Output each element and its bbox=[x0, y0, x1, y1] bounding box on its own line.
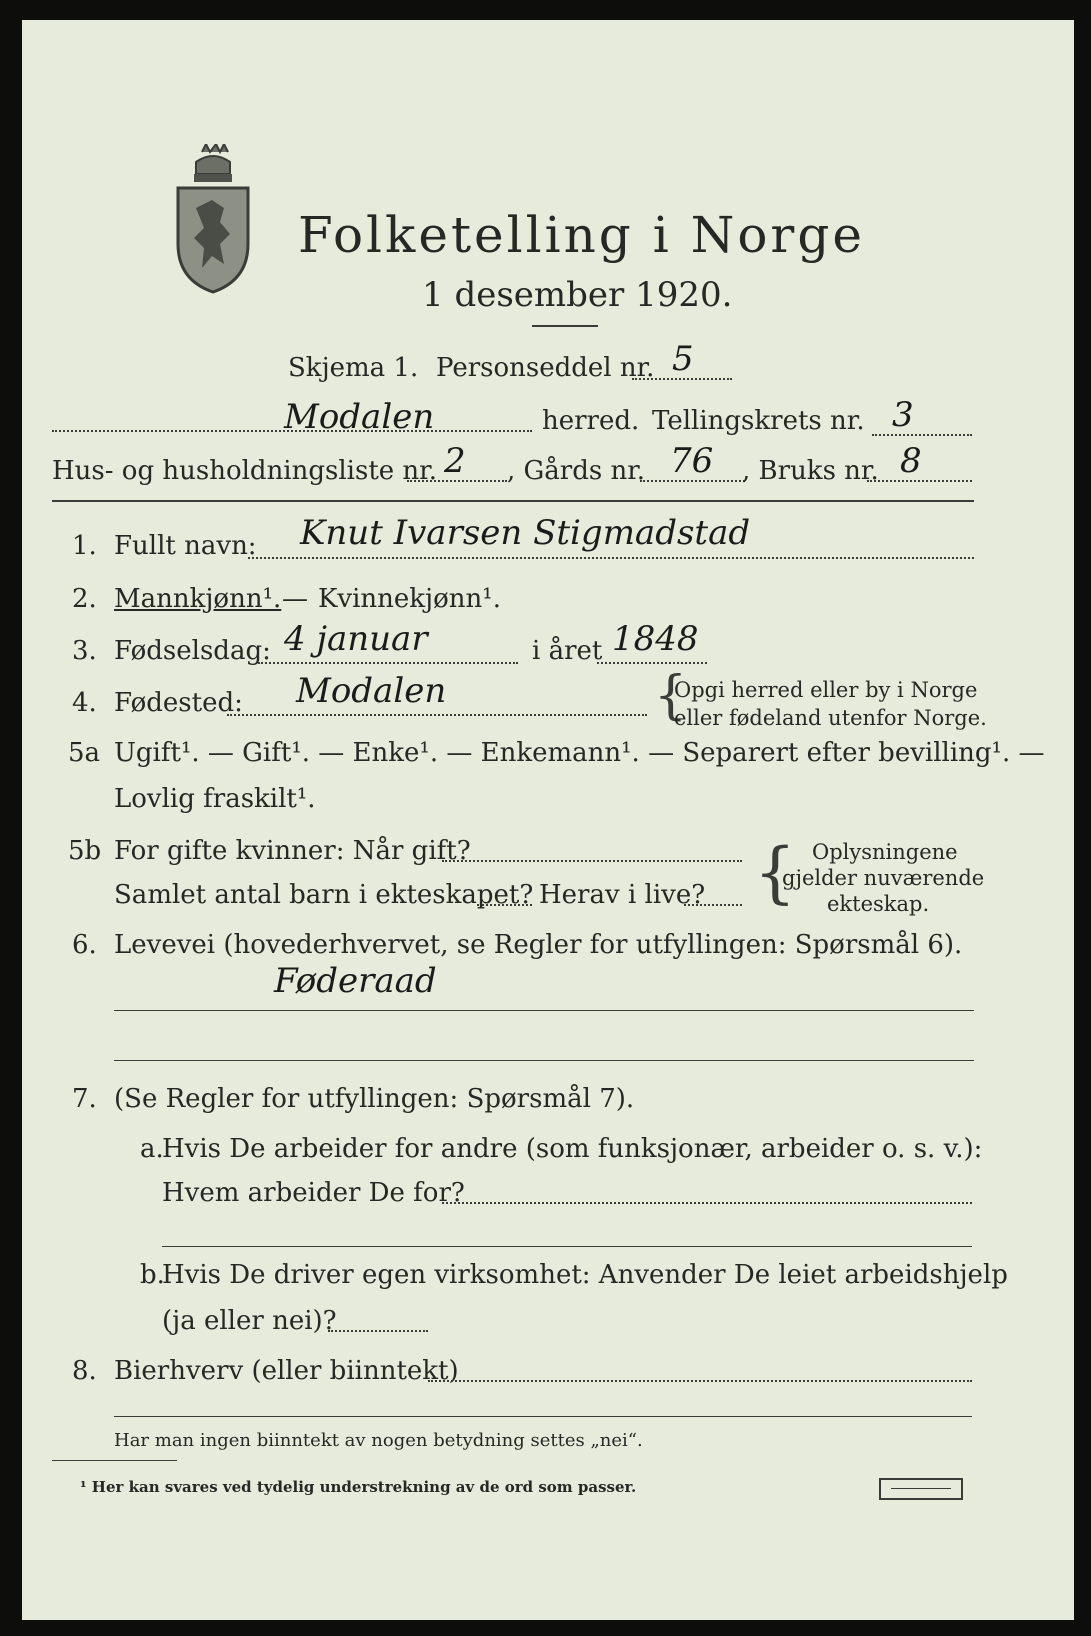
full-name-line bbox=[248, 557, 974, 559]
husholdning-value[interactable]: 2 bbox=[444, 441, 466, 481]
q7a-number: a. bbox=[140, 1134, 164, 1164]
personseddel-line bbox=[632, 378, 732, 380]
q5b-note-line-2: gjelder nuværende bbox=[782, 866, 985, 890]
coat-of-arms-icon bbox=[172, 144, 254, 294]
husholdning-line bbox=[407, 480, 507, 482]
q7-label: (Se Regler for utfyllingen: Spørsmål 7). bbox=[114, 1084, 635, 1114]
birthplace-value[interactable]: Modalen bbox=[296, 671, 447, 711]
birth-date-line bbox=[258, 662, 518, 664]
q5b-note-line-1: Oplysningene bbox=[812, 840, 958, 864]
tellingskrets-label: Tellingskrets nr. bbox=[652, 406, 865, 436]
bruks-value[interactable]: 8 bbox=[900, 441, 922, 481]
q1-number: 1. bbox=[72, 531, 97, 561]
q7-number: 7. bbox=[72, 1084, 97, 1114]
employer-line-2 bbox=[162, 1246, 972, 1247]
q3-number: 3. bbox=[72, 636, 97, 666]
gards-value[interactable]: 76 bbox=[670, 441, 714, 481]
q6-number: 6. bbox=[72, 930, 97, 960]
hired-help-line bbox=[328, 1330, 428, 1332]
gards-label: , Gårds nr. bbox=[507, 456, 646, 486]
marital-status-options[interactable]: Ugift¹. — Gift¹. — Enke¹. — Enkemann¹. — Separert efter bevilling¹. — bbox=[114, 738, 1045, 768]
printer-stamp-line bbox=[891, 1488, 951, 1489]
herred-value[interactable]: Modalen bbox=[284, 397, 435, 437]
bruks-label: , Bruks nr. bbox=[742, 456, 879, 486]
personseddel-label: Personseddel nr. bbox=[436, 353, 655, 383]
q7b-number: b. bbox=[140, 1260, 165, 1290]
q3-label: Fødselsdag: bbox=[114, 636, 271, 666]
q7a-label: Hvis De arbeider for andre (som funksjonær, arbeider o. s. v.): bbox=[162, 1134, 983, 1164]
footnote: ¹ Her kan svares ved tydelig understrekning av de ord som passer. bbox=[80, 1478, 637, 1496]
census-form bbox=[22, 20, 1074, 1620]
children-alive-line bbox=[684, 904, 742, 906]
q4-note-line-2: eller fødeland utenfor Norge. bbox=[674, 706, 987, 730]
q4-label: Fødested: bbox=[114, 688, 243, 718]
sex-male-option[interactable]: Mannkjønn¹. bbox=[114, 584, 282, 614]
side-income-line-2 bbox=[114, 1416, 972, 1417]
q1-label: Fullt navn: bbox=[114, 531, 257, 561]
herred-label: herred. bbox=[542, 406, 640, 436]
married-when-line bbox=[442, 860, 742, 862]
q8-note: Har man ingen biinntekt av nogen betydning settes „nei“. bbox=[114, 1430, 643, 1451]
birth-year-line bbox=[597, 662, 707, 664]
personseddel-value[interactable]: 5 bbox=[672, 339, 694, 379]
tellingskrets-value[interactable]: 3 bbox=[892, 395, 914, 435]
q6-label: Levevei (hovederhvervet, se Regler for utfyllingen: Spørsmål 6). bbox=[114, 930, 963, 960]
q5b-label: For gifte kvinner: Når gift? bbox=[114, 836, 471, 866]
q5b-children-label: Samlet antal barn i ekteskapet? bbox=[114, 880, 534, 910]
full-name-value[interactable]: Knut Ivarsen Stigmadstad bbox=[300, 513, 751, 553]
occupation-line-1 bbox=[114, 1010, 974, 1011]
q4-note-line-1: Opgi herred eller by i Norge bbox=[674, 678, 978, 702]
q4-note-brace: { bbox=[654, 666, 688, 726]
footnote-divider bbox=[52, 1460, 177, 1461]
gards-line bbox=[640, 480, 745, 482]
q5b-note-line-3: ekteskap. bbox=[827, 892, 930, 916]
q2-separator: — bbox=[282, 584, 308, 614]
q8-label: Bierhverv (eller biinntekt) bbox=[114, 1356, 459, 1386]
occupation-value[interactable]: Føderaad bbox=[274, 961, 437, 1001]
tellingskrets-line bbox=[872, 434, 972, 436]
occupation-line-2 bbox=[114, 1060, 974, 1061]
bruks-line bbox=[867, 480, 972, 482]
side-income-line bbox=[428, 1380, 972, 1382]
herred-line bbox=[52, 430, 532, 432]
sex-female-option[interactable]: Kvinnekjønn¹. bbox=[318, 584, 501, 614]
q5b-number: 5b bbox=[68, 836, 102, 866]
marital-status-options-2[interactable]: Lovlig fraskilt¹. bbox=[114, 784, 316, 814]
birthplace-line bbox=[227, 714, 647, 716]
census-date: 1 desember 1920. bbox=[422, 275, 733, 315]
q8-number: 8. bbox=[72, 1356, 97, 1386]
q7a-employer-label: Hvem arbeider De for? bbox=[162, 1178, 465, 1208]
birth-date-value[interactable]: 4 januar bbox=[284, 619, 428, 659]
form-title: Folketelling i Norge bbox=[298, 206, 865, 264]
birth-year-value[interactable]: 1848 bbox=[612, 619, 699, 659]
header-divider bbox=[52, 500, 974, 502]
printer-stamp bbox=[879, 1478, 963, 1500]
q4-number: 4. bbox=[72, 688, 97, 718]
q7b-hired-help-label: (ja eller nei)? bbox=[162, 1306, 337, 1336]
q5b-note-brace: { bbox=[754, 834, 796, 911]
q2-number: 2. bbox=[72, 584, 97, 614]
title-divider bbox=[532, 325, 598, 327]
schema-label: Skjema 1. bbox=[288, 353, 419, 383]
children-total-line bbox=[477, 904, 532, 906]
q5b-alive-label: Herav i live? bbox=[539, 880, 706, 910]
birth-year-label: i året bbox=[532, 636, 603, 666]
q7b-label: Hvis De driver egen virksomhet: Anvender De leiet arbeidshjelp bbox=[162, 1260, 1008, 1290]
employer-line bbox=[442, 1202, 972, 1204]
husholdning-label: Hus- og husholdningsliste nr. bbox=[52, 456, 438, 486]
q5a-number: 5a bbox=[68, 738, 101, 768]
